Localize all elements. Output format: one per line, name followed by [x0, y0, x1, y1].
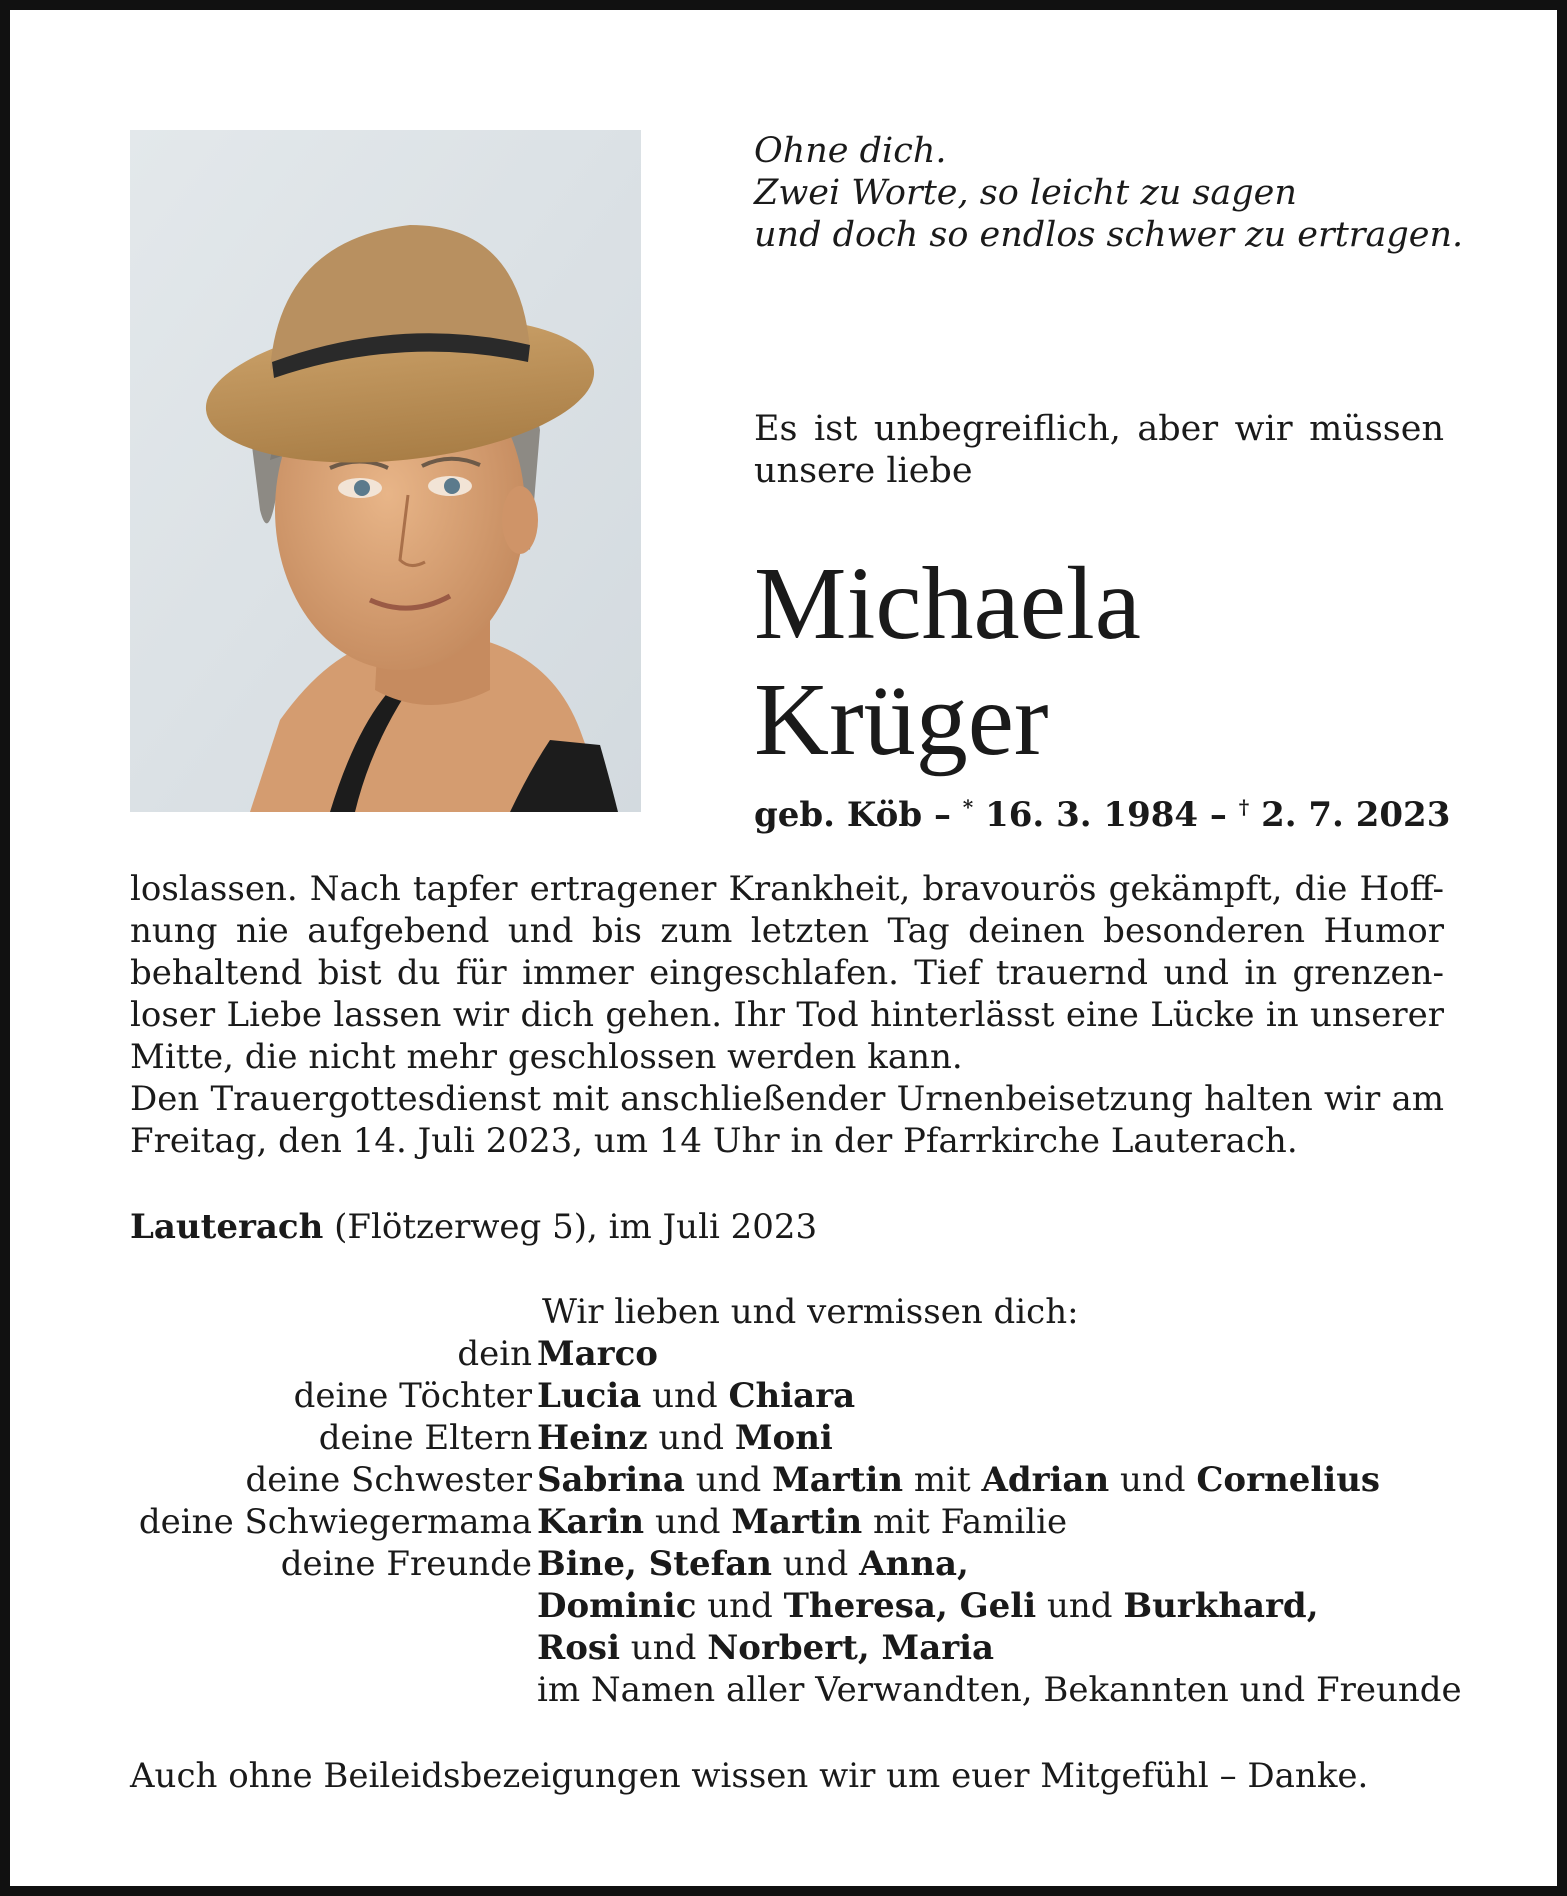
death-date: 2. 7. 2023	[1261, 795, 1451, 835]
portrait-illustration	[130, 130, 641, 812]
mourner-name: Norbert, Maria	[707, 1628, 995, 1668]
mourner-names	[537, 1501, 1067, 1543]
body-line: behaltend bist du für immer eingeschlafen. Tief trauernd und in grenzen-	[130, 953, 1444, 993]
mourner-name: Dominic	[537, 1586, 697, 1626]
mourner-name: Moni	[734, 1418, 833, 1458]
mourner-row	[130, 1459, 1470, 1501]
mourner-name: Rosi	[537, 1628, 620, 1668]
connector-text: im Namen aller Verwandten, Bekannten und Freunde	[537, 1670, 1462, 1710]
closing-line: Auch ohne Beileidsbezeigungen wissen wir um euer Mitgefühl – Danke.	[130, 1756, 1369, 1796]
poem-line: und doch so endlos schwer zu ertragen.	[754, 215, 1464, 255]
body-line: Freitag, den 14. Juli 2023, um 14 Uhr in der Pfarrkirche Lauterach.	[130, 1121, 1298, 1161]
mourner-names	[537, 1669, 1462, 1711]
body-line: Den Trauergottesdienst mit anschließender Urnenbeisetzung halten wir am	[130, 1079, 1444, 1119]
place-date-line	[130, 1206, 1444, 1248]
mourner-row	[130, 1669, 1470, 1711]
relation-label	[130, 1627, 537, 1669]
poem	[754, 130, 1474, 256]
body-line: nung nie aufgebend und bis zum letzten Tag deinen besonderen Humor	[130, 911, 1444, 951]
relation-label: deine Freunde	[280, 1544, 532, 1584]
mourner-name: Theresa, Geli	[783, 1586, 1037, 1626]
mourner-name: Martin	[772, 1460, 904, 1500]
mourner-name: Lucia	[537, 1376, 642, 1416]
connector-text: und	[620, 1628, 708, 1668]
mourner-names	[537, 1333, 658, 1375]
connector-text: und	[1109, 1460, 1197, 1500]
maiden-name: geb. Köb	[754, 795, 923, 835]
connector-text: und	[644, 1502, 732, 1542]
relation-label: deine Schwiegermama	[138, 1502, 532, 1542]
mourner-names	[537, 1543, 969, 1585]
relation-label: dein	[457, 1334, 532, 1374]
town: Lauterach	[130, 1207, 324, 1247]
mourner-row	[130, 1417, 1470, 1459]
relation-label: deine Eltern	[318, 1418, 532, 1458]
mourner-names	[537, 1585, 1319, 1627]
mourner-name: Sabrina	[537, 1460, 685, 1500]
portrait-photo	[130, 130, 641, 812]
birth-symbol: *	[962, 795, 974, 819]
connector-text: und	[684, 1460, 773, 1500]
connector-text: mit Familie	[862, 1502, 1068, 1542]
body-line: loslassen. Nach tapfer ertragener Krankheit, bravourös gekämpft, die Hoff-	[130, 869, 1444, 909]
mourners-heading: Wir lieben und vermissen dich:	[542, 1292, 1079, 1332]
life-dates: geb. Köb – * 16. 3. 1984 – † 2. 7. 2023	[754, 795, 1451, 835]
first-name: Michaela	[754, 546, 1141, 661]
last-name: Krüger	[754, 662, 1049, 777]
mourner-row	[130, 1333, 1470, 1375]
death-symbol: †	[1238, 795, 1250, 819]
mourner-row	[130, 1627, 1470, 1669]
birth-date: 16. 3. 1984	[985, 795, 1199, 835]
poem-line: Ohne dich.	[754, 131, 947, 171]
connector-text: mit	[903, 1460, 982, 1500]
mourner-name: Adrian	[981, 1460, 1110, 1500]
mourner-name: Chiara	[728, 1376, 856, 1416]
body-line: Mitte, die nicht mehr geschlossen werden kann.	[130, 1037, 963, 1077]
relation-label	[130, 1669, 537, 1711]
deceased-name	[754, 546, 1474, 778]
connector-text: und	[696, 1586, 784, 1626]
relation-label: deine Töchter	[293, 1376, 532, 1416]
mourner-name: Burkhard,	[1123, 1586, 1319, 1626]
mourner-name: Bine, Stefan	[537, 1544, 772, 1584]
mourner-row	[130, 1501, 1470, 1543]
mourner-name: Heinz	[537, 1418, 648, 1458]
relation-label	[130, 1585, 537, 1627]
mourner-name: Marco	[537, 1334, 658, 1374]
mourner-row	[130, 1375, 1470, 1417]
mourner-row	[130, 1585, 1470, 1627]
mourner-names	[537, 1417, 833, 1459]
mourner-name: Martin	[731, 1502, 863, 1542]
address-date: (Flötzerweg 5), im Juli 2023	[334, 1207, 818, 1247]
mourner-name: Cornelius	[1196, 1460, 1381, 1500]
mourner-names	[537, 1459, 1380, 1501]
mourners-list	[130, 1333, 1470, 1711]
connector-text: und	[647, 1418, 735, 1458]
mourner-name: Anna,	[859, 1544, 969, 1584]
connector-text: und	[771, 1544, 860, 1584]
mourner-name: Karin	[537, 1502, 645, 1542]
mourner-names	[537, 1627, 994, 1669]
mourner-row	[130, 1543, 1470, 1585]
connector-text: und	[641, 1376, 729, 1416]
intro-text: Es ist unbegreiflich, aber wir müssen unsere liebe	[754, 409, 1444, 491]
relation-label: deine Schwester	[245, 1460, 532, 1500]
body-line: loser Liebe lassen wir dich gehen. Ihr Tod hinterlässt eine Lücke in unserer	[130, 995, 1444, 1035]
body-text	[130, 868, 1444, 1162]
connector-text: und	[1036, 1586, 1124, 1626]
mourner-names	[537, 1375, 855, 1417]
poem-line: Zwei Worte, so leicht zu sagen	[754, 173, 1297, 213]
